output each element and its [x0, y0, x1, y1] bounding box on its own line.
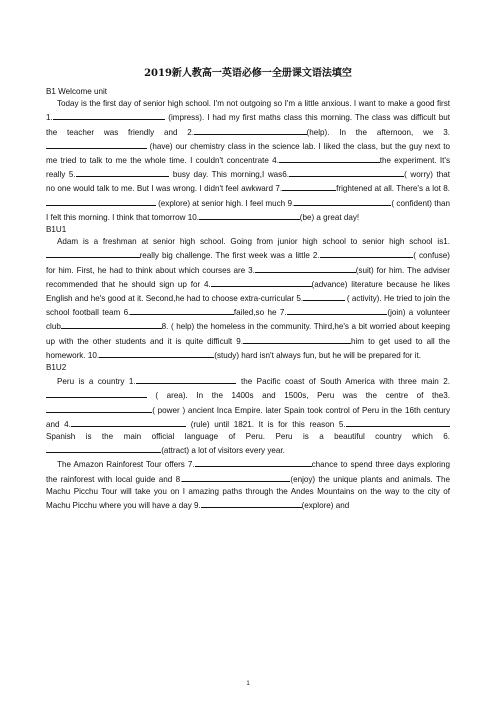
answer-blank[interactable]: [211, 277, 312, 287]
answer-blank[interactable]: [294, 196, 391, 206]
paragraph-text: (help). In the afternoon, we 3.: [306, 127, 450, 137]
answer-blank[interactable]: [46, 248, 140, 258]
section-paragraph: [46, 236, 450, 362]
paragraph-text: ( confident) than I felt this morning. I think that tomorrow 10.: [46, 198, 450, 222]
answer-blank[interactable]: [282, 181, 336, 191]
paragraph-text: the experiment. It's really 5.: [46, 156, 450, 180]
document-body: [46, 86, 450, 512]
section-heading: B1U1: [46, 225, 67, 235]
answer-blank[interactable]: [199, 210, 300, 220]
answer-blank[interactable]: [182, 472, 290, 482]
answer-blank[interactable]: [279, 153, 380, 163]
answer-blank[interactable]: [346, 417, 450, 427]
paragraph-text: (rule) until 1821. It is for this reason 5.: [186, 419, 346, 429]
paragraph-text: him to get used to all the homework. 10.: [46, 336, 451, 360]
paragraph-text: frightened at all. There's a lot 8.: [336, 184, 450, 194]
answer-blank[interactable]: [76, 167, 170, 177]
document-title: 2019新人教高一英语必修一全册课文语法填空: [144, 68, 352, 79]
paragraph-text: ( confuse) for him. First, he had to think about which courses are 3.: [46, 251, 450, 275]
answer-blank[interactable]: [71, 417, 186, 427]
section-heading: B1U2: [46, 363, 67, 373]
answer-blank[interactable]: [201, 498, 302, 508]
paragraph-text: (impress). I had my first maths class this morning. The class was difficult but the teacher was friendly and 2.: [46, 113, 450, 137]
paragraph-text: Adam is a freshman at senior high school. Going from junior high school to senior high school is1.: [57, 237, 450, 247]
paragraph-text: (suit) for him. The adviser recommended that he should sign up for 4.: [46, 265, 451, 289]
paragraph-text: Spanish is the main official language of Peru. Peru is a beautiful country which 6.: [46, 432, 450, 442]
section-paragraph: [46, 374, 450, 457]
answer-blank[interactable]: [136, 374, 237, 384]
paragraph-text: (have) our chemistry class in the science lab. I liked the class, but the guy next to me tried to talk to me the whole time. I couldn't concentrate 4.: [46, 141, 450, 166]
paragraph-text: ( worry) that no one would talk to me. But I was wrong. I didn't feel awkward 7.: [46, 170, 450, 194]
paragraph-text: ( area). In the 1400s and 1500s, Peru was the centre of the3.: [146, 391, 450, 401]
paragraph-text: (attract) a lot of visitors every year.: [161, 446, 285, 456]
answer-blank[interactable]: [195, 457, 312, 467]
answer-blank[interactable]: [46, 139, 147, 149]
paragraph-text: (advance) literature because he likes English and he's good at it. Second,he had to choose extra-curricular 5.: [46, 279, 450, 304]
paragraph-text: Today is the first day of senior high school. I'm not outgoing so I'm a little anxious. I want to make a good first 1.: [46, 99, 450, 123]
paragraph-text: Peru is a country 1.: [57, 377, 136, 387]
answer-blank[interactable]: [61, 319, 162, 329]
paragraph-text: ( power ) ancient Inca Empire. later Spain took control of Peru in the 16th century and 4.: [46, 405, 450, 429]
answer-blank[interactable]: [287, 305, 388, 315]
answer-blank[interactable]: [289, 167, 404, 177]
answer-blank[interactable]: [243, 334, 351, 344]
paragraph-text: failed,so he 7.: [233, 308, 287, 318]
answer-blank[interactable]: [46, 403, 152, 413]
paragraph-text: (enjoy) the unique plants and animals. The Machu Picchu Tour will take you on I amazing paths through the Andes Mountains on the way to the city of Machu Picchu where you will have a day 9.: [46, 474, 450, 511]
answer-blank[interactable]: [46, 196, 156, 206]
paragraph-text: the Pacific coast of South America with three main 2.: [236, 377, 450, 387]
paragraph-text: really big challenge. The first week was a little 2.: [139, 251, 320, 261]
paragraph-text: busy day. This morning,I was6.: [169, 170, 289, 180]
answer-blank[interactable]: [46, 443, 161, 453]
section-paragraph: [46, 457, 450, 512]
section-heading: B1 Welcome unit: [46, 87, 108, 96]
answer-blank[interactable]: [99, 348, 214, 358]
paragraph-text: (explore) and: [301, 501, 350, 511]
page-number: 1: [246, 681, 250, 687]
paragraph-text: ( activity). He tried to join the school football team 6.: [46, 294, 450, 318]
answer-blank[interactable]: [303, 291, 344, 301]
paragraph-text: (join) a volunteer club: [46, 308, 450, 332]
answer-blank[interactable]: [130, 305, 234, 315]
paragraph-text: (be) a great day!: [299, 212, 360, 222]
paragraph-text: The Amazon Rainforest Tour offers 7.: [57, 460, 195, 470]
answer-blank[interactable]: [53, 110, 166, 120]
answer-blank[interactable]: [320, 248, 414, 258]
answer-blank[interactable]: [255, 263, 356, 273]
paragraph-text: chance to spend three days exploring the rainforest with local guide and 8.: [46, 460, 450, 484]
section-paragraph: [46, 98, 450, 224]
paragraph-text: (explore) at senior high. I feel much 9.: [155, 198, 295, 208]
paragraph-text: 8. ( help) the homeless in the community. Third,he's a bit worried about keeping up with the other students and it is quite difficult 9.: [46, 322, 450, 346]
answer-blank[interactable]: [46, 388, 147, 398]
paragraph-text: (study) hard isn't always fun, but he will be prepared for it.: [214, 350, 421, 360]
answer-blank[interactable]: [194, 125, 307, 135]
